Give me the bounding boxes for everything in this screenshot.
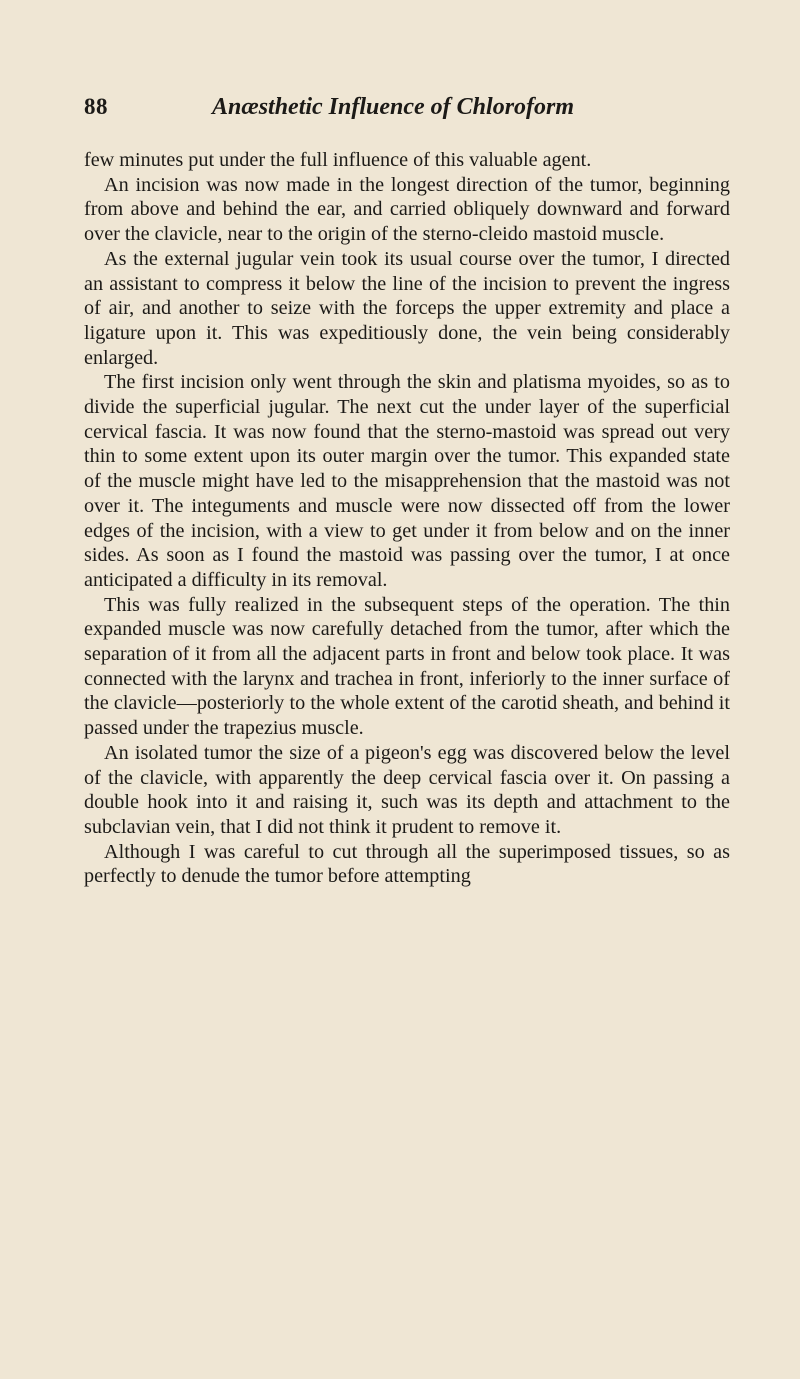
page-number: 88: [84, 94, 108, 119]
running-title: Anæsthetic Influence of Chloroform: [212, 94, 575, 120]
paragraph: As the external jugular vein took its usual course over the tumor, I directed an assistant to compress it below the line of the incision to prevent the ingress of air, and another to seize with the forceps the upper extremity and place a ligature upon it. This was expeditiously done, the vein being considerably enlarged.: [84, 247, 730, 369]
paragraph: This was fully realized in the subsequent steps of the operation. The thin expanded muscle was now carefully detached from the tumor, after which the separation of it from all the adjacent parts in front and below took place. It was connected with the larynx and trachea in front, inferiorly to the inner surface of the clavicle—posteriorly to the whole extent of the carotid sheath, and behind it passed under the trapezius muscle.: [84, 593, 730, 740]
running-head: [84, 94, 734, 130]
paragraph-continued: few minutes put under the full influence of this valuable agent.: [84, 149, 592, 171]
body-text: [84, 148, 730, 889]
paragraph: An isolated tumor the size of a pigeon's egg was discovered below the level of the clavicle, with apparently the deep cervical fascia over it. On passing a double hook into it and raising it, such was its depth and attachment to the subclavian vein, that I did not think it prudent to remove it.: [84, 741, 730, 838]
paragraph: The first incision only went through the skin and platisma myoides, so as to divide the superficial jugular. The next cut the under layer of the superficial cervical fascia. It was now found that the sterno-mastoid was spread out very thin to some extent upon its outer margin over the tumor. This expanded state of the muscle might have led to the misapprehension that the mastoid was not over it. The integuments and muscle were now dissected off from the lower edges of the incision, with a view to get under it from below and on the inner sides. As soon as I found the mastoid was passing over the tumor, I at once anticipated a difficulty in its removal.: [84, 371, 730, 591]
paragraph: An incision was now made in the longest direction of the tumor, beginning from above and behind the ear, and carried obliquely downward and forward over the clavicle, near to the origin of the sterno-cleido mastoid muscle.: [84, 173, 730, 246]
paragraph: Although I was careful to cut through all the superimposed tissues, so as perfectly to denude the tumor before attempting: [84, 840, 730, 888]
